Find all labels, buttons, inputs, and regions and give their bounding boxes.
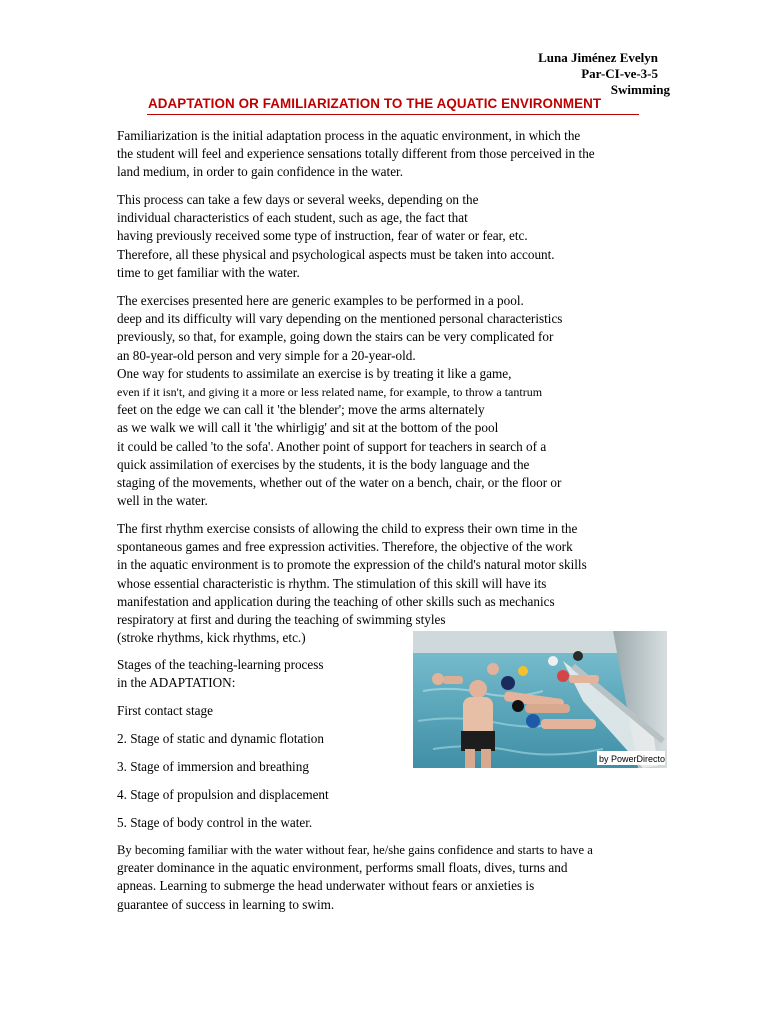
text-line: well in the water.: [117, 493, 208, 509]
text-line: as we walk we will call it 'the whirligig' and sit at the bottom of the pool: [117, 420, 499, 436]
text-line: even if it isn't, and giving it a more or less related name, for example, to throw a tantrum: [117, 385, 543, 400]
text-line: the student will feel and experience sensations totally different from those perceived in the: [117, 146, 595, 162]
text-line: (stroke rhythms, kick rhythms, etc.): [117, 630, 306, 646]
text-line: in the aquatic environment is to promote the expression of the child's natural motor skills: [117, 557, 587, 573]
photo-caption: by PowerDirecto: [599, 754, 666, 764]
text-line: land medium, in order to gain confidence in the water.: [117, 164, 404, 180]
course-code: Par-CI-ve-3-5: [581, 66, 658, 81]
text-line: The exercises presented here are generic examples to be performed in a pool.: [117, 293, 524, 308]
text-line: deep and its difficulty will vary depending on the mentioned personal characteristics: [117, 311, 563, 327]
text-line: having previously received some type of instruction, fear of water or fear, etc.: [117, 228, 528, 244]
text-line: apneas. Learning to submerge the head underwater without fears or anxieties is: [117, 878, 535, 894]
text-line: individual characteristics of each student, such as age, the fact that: [117, 210, 468, 226]
subject-name: Swimming: [610, 82, 670, 97]
text-line: manifestation and application during the teaching of other skills such as mechanics: [117, 593, 555, 609]
paragraph-3: [117, 292, 562, 510]
page-title: ADAPTATION OR FAMILIARIZATION TO THE AQUATIC ENVIRONMENT: [148, 96, 602, 111]
text-line: time to get familiar with the water.: [117, 264, 300, 280]
text-line: spontaneous games and free expression activities. Therefore, the objective of the work: [117, 539, 573, 555]
text-line: guarantee of success in learning to swim.: [117, 896, 335, 912]
pool-illustration: [413, 631, 667, 768]
paragraph-1: [117, 127, 595, 182]
text-line: it could be called 'to the sofa'. Another point of support for teachers in search of a: [117, 438, 547, 454]
list-item: 3. Stage of immersion and breathing: [117, 759, 309, 774]
text-line: Stages of the teaching-learning process: [117, 657, 324, 672]
text-line: This process can take a few days or several weeks, depending on the: [117, 192, 479, 207]
author-name: Luna Jiménez Evelyn: [538, 50, 658, 65]
text-line: One way for students to assimilate an exercise is by treating it like a game,: [117, 365, 512, 381]
text-line: Therefore, all these physical and psychological aspects must be taken into account.: [117, 246, 555, 262]
title-underline: [147, 114, 639, 115]
paragraph-2: [117, 191, 555, 282]
text-line: By becoming familiar with the water without fear, he/she gains confidence and starts to have a: [117, 843, 593, 857]
swimming-class-photo: [413, 631, 667, 768]
text-line: The first rhythm exercise consists of allowing the child to express their own time in the: [117, 521, 578, 536]
text-line: quick assimilation of exercises by the students, it is the body language and the: [117, 456, 530, 472]
list-item: 5. Stage of body control in the water.: [117, 815, 313, 830]
text-line: respiratory at first and during the teaching of swimming styles: [117, 612, 446, 628]
text-line: in the ADAPTATION:: [117, 675, 236, 691]
list-item: 4. Stage of propulsion and displacement: [117, 787, 329, 802]
paragraph-4: [117, 520, 587, 647]
text-line: feet on the edge we can call it 'the blender'; move the arms alternately: [117, 402, 485, 418]
list-item: 2. Stage of static and dynamic flotation: [117, 731, 324, 746]
paragraph-5: [117, 841, 593, 914]
text-line: previously, so that, for example, going down the stairs can be very complicated for: [117, 329, 554, 345]
text-line: greater dominance in the aquatic environment, performs small floats, dives, turns and: [117, 860, 568, 876]
text-line: staging of the movements, whether out of the water on a bench, chair, or the floor or: [117, 475, 562, 491]
text-line: an 80-year-old person and very simple for a 20-year-old.: [117, 347, 416, 363]
text-line: whose essential characteristic is rhythm. The stimulation of this skill will have its: [117, 575, 547, 591]
stages-intro: [117, 656, 324, 692]
list-item: First contact stage: [117, 703, 213, 718]
text-line: Familiarization is the initial adaptation process in the aquatic environment, in which the: [117, 128, 581, 143]
